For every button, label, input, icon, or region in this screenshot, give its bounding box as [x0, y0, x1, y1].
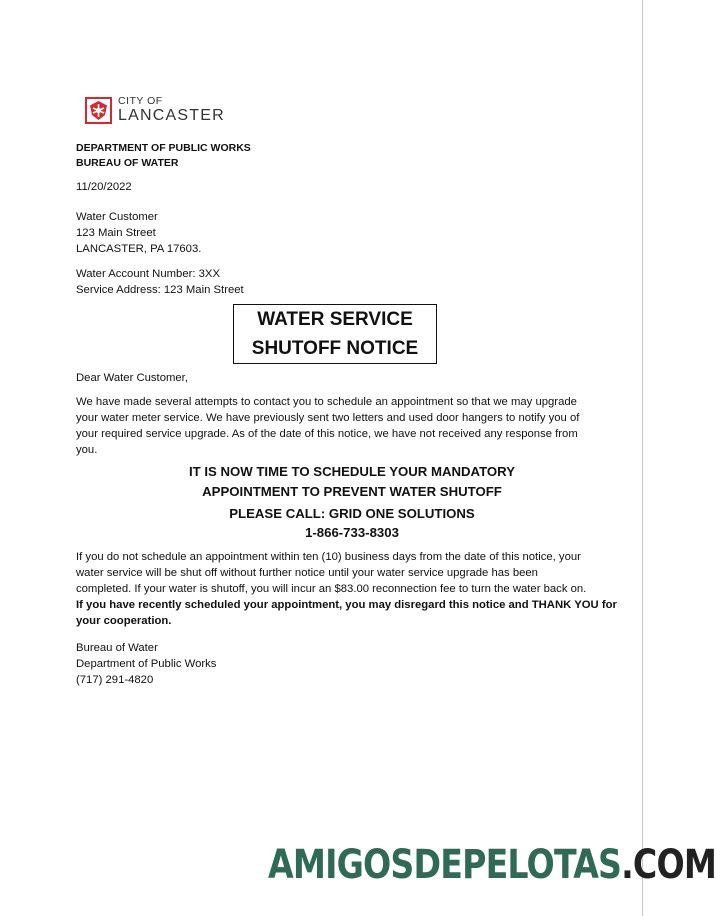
- paragraph-2: [76, 549, 628, 629]
- department-line2: BUREAU OF WATER: [76, 157, 179, 169]
- watermark-suffix: .COM: [621, 842, 716, 888]
- paragraph-2-line: If you do not schedule an appointment within ten (10) business days from the date of this notice, your: [76, 551, 581, 563]
- paragraph-1-line: We have made several attempts to contact you to schedule an appointment so that we may upgrade: [76, 396, 577, 408]
- paragraph-2-line: water service will be shut off without further notice until your water service upgrade has been: [76, 567, 538, 579]
- page-edge: [642, 0, 643, 916]
- phone-number: 1-866-733-8303: [305, 525, 399, 540]
- watermark-main: AMIGOSDEPELOTAS: [268, 842, 622, 888]
- salutation: Dear Water Customer,: [76, 372, 188, 384]
- notice-title-line1: WATER SERVICE: [257, 309, 413, 330]
- letter-date: 11/20/2022: [76, 181, 132, 193]
- city-logo: [85, 96, 225, 124]
- account-info: [76, 266, 244, 298]
- paragraph-2-line: completed. If your water is shutoff, you will incur an $83.00 reconnection fee to turn the water back on.: [76, 583, 587, 595]
- paragraph-1-line: your water meter service. We have previously sent two letters and used door hangers to notify you of: [76, 412, 580, 424]
- site-watermark: [268, 842, 716, 888]
- signature-line2: Department of Public Works: [76, 658, 217, 670]
- department-line1: DEPARTMENT OF PUBLIC WORKS: [76, 142, 251, 154]
- recipient-name: Water Customer: [76, 211, 158, 223]
- notice-title-line2: SHUTOFF NOTICE: [251, 338, 419, 359]
- department-header: [76, 141, 251, 171]
- paragraph-1-line: your required service upgrade. As of the date of this notice, we have not received any response from: [76, 428, 578, 440]
- paragraph-1: [76, 394, 628, 458]
- lancaster-rose-icon: [85, 97, 112, 124]
- recipient-city: LANCASTER, PA 17603.: [76, 243, 202, 255]
- notice-title: [233, 304, 437, 364]
- signature-block: [76, 640, 216, 688]
- recipient-address: [76, 209, 201, 257]
- callout-line3: PLEASE CALL: GRID ONE SOLUTIONS: [229, 506, 475, 521]
- recipient-street: 123 Main Street: [76, 227, 156, 239]
- logo-line1: CITY OF: [118, 95, 163, 107]
- paragraph-2-bold-line: your cooperation.: [76, 615, 172, 627]
- account-number: Water Account Number: 3XX: [76, 268, 220, 280]
- service-address: Service Address: 123 Main Street: [76, 284, 244, 296]
- callout-line2: APPOINTMENT TO PREVENT WATER SHUTOFF: [202, 484, 502, 499]
- callout-line1: IT IS NOW TIME TO SCHEDULE YOUR MANDATORY: [188, 464, 516, 479]
- signature-line1: Bureau of Water: [76, 642, 158, 654]
- paragraph-1-line: you.: [76, 444, 98, 456]
- signature-line3: (717) 291-4820: [76, 674, 154, 686]
- logo-line2: LANCASTER: [118, 107, 225, 124]
- paragraph-2-bold-line: If you have recently scheduled your appointment, you may disregard this notice and THANK YOU for: [76, 599, 617, 611]
